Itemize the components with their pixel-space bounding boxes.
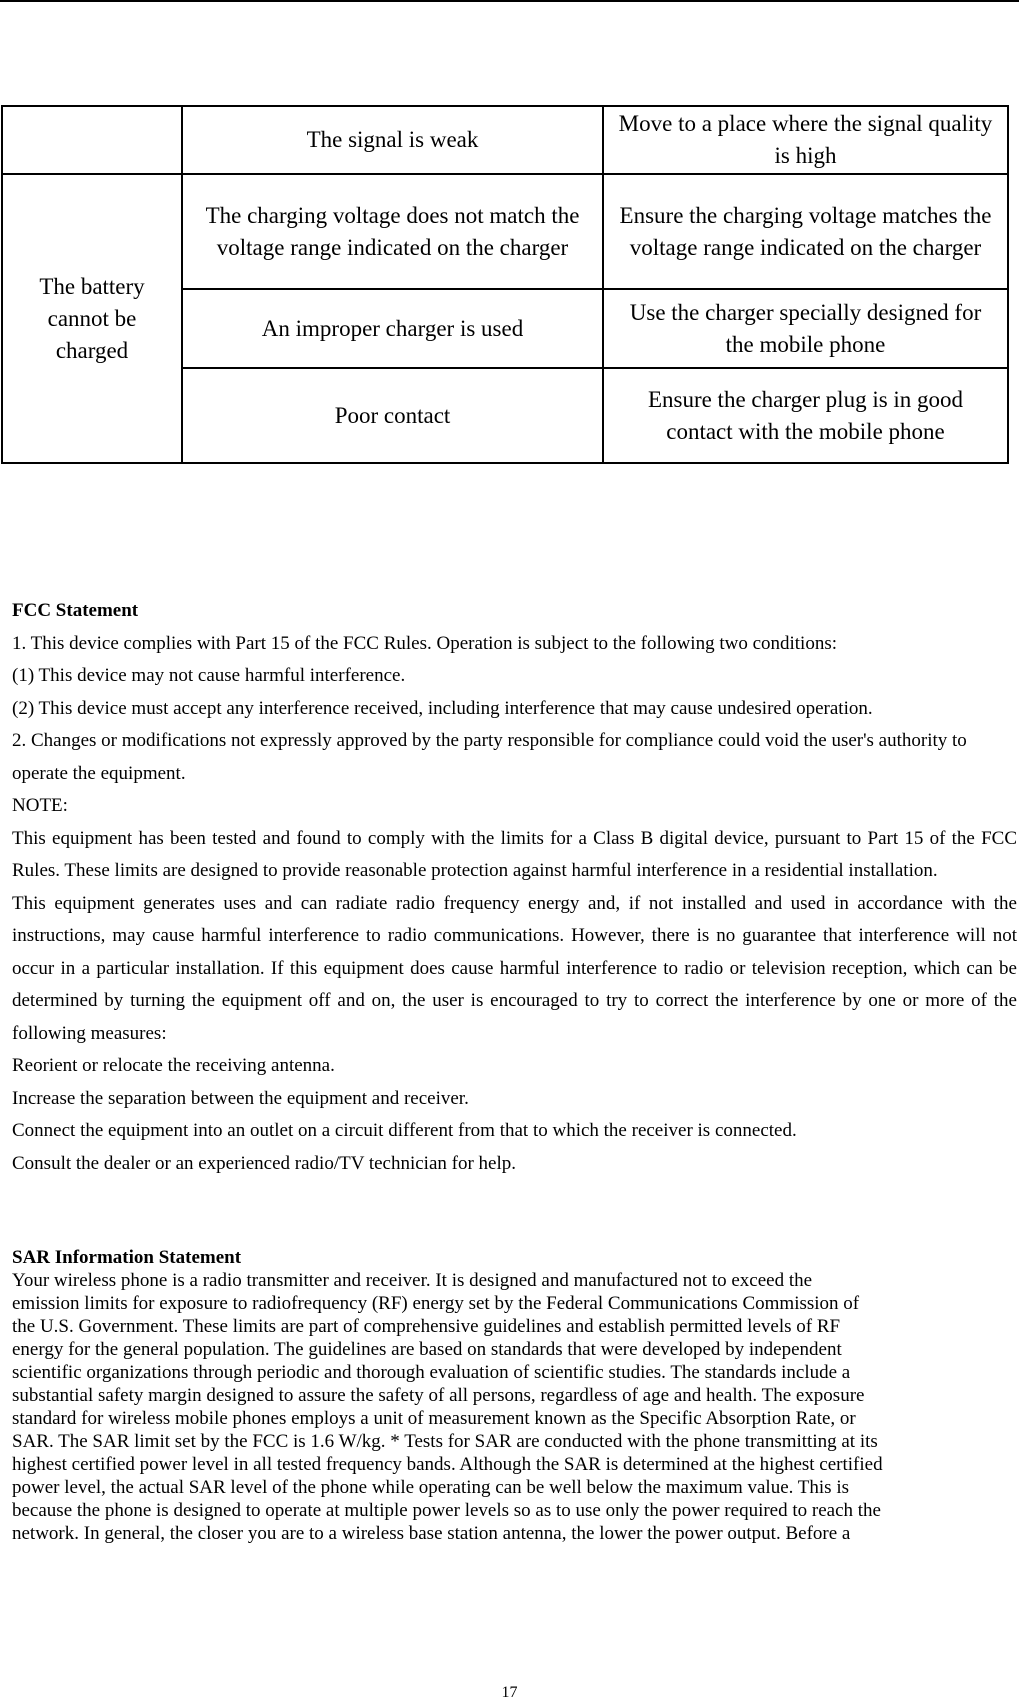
table-row: [2, 174, 1008, 289]
fcc-paragraph: This equipment generates uses and can radiate radio frequency energy and, if not installed and used in accordance with the instructions, may cause harmful interference to radio communications. However, there is no guarantee that interference will not occur in a particular installation. If this equipment does cause harmful interference to radio or television reception, which can be determined by turning the equipment off and on, the user is encouraged to try to correct the interference by one or more of the following measures:: [12, 892, 1017, 1044]
cause-cell: The signal is weak: [182, 106, 603, 174]
sar-line: highest certified power level in all tested frequency bands. Although the SAR is determined at the highest certified: [12, 1454, 883, 1475]
sar-statement: [12, 1246, 1017, 1545]
fcc-paragraph: (2) This device must accept any interference received, including interference that may cause undesired operation.: [12, 697, 873, 719]
fcc-measure: Increase the separation between the equipment and receiver.: [12, 1087, 469, 1109]
sar-line: network. In general, the closer you are to a wireless base station antenna, the lower the power output. Before a: [12, 1523, 851, 1544]
solution-cell: Ensure the charging voltage matches the voltage range indicated on the charger: [603, 174, 1008, 289]
problem-cell: The battery cannot be charged: [2, 174, 182, 463]
fcc-heading: FCC Statement: [12, 600, 139, 621]
page-number: 17: [501, 1684, 518, 1701]
fcc-paragraph: 1. This device complies with Part 15 of the FCC Rules. Operation is subject to the following two conditions:: [12, 632, 838, 654]
sar-line: energy for the general population. The guidelines are based on standards that were developed by independent: [12, 1339, 842, 1360]
sar-line: Your wireless phone is a radio transmitter and receiver. It is designed and manufactured not to exceed the: [12, 1270, 813, 1291]
sar-line: scientific organizations through periodic and thorough evaluation of scientific studies. The standards include a: [12, 1362, 851, 1383]
solution-cell: Use the charger specially designed for the mobile phone: [603, 289, 1008, 368]
sar-line: emission limits for exposure to radiofrequency (RF) energy set by the Federal Communications Commission of: [12, 1293, 860, 1314]
fcc-measure: Consult the dealer or an experienced radio/TV technician for help.: [12, 1152, 517, 1174]
top-rule: [0, 0, 1019, 2]
fcc-measure: Connect the equipment into an outlet on a circuit different from that to which the receiver is connected.: [12, 1120, 797, 1141]
fcc-paragraph: 2. Changes or modifications not expressly approved by the party responsible for compliance could void the user's authority to operate the equipment.: [12, 730, 967, 784]
problem-cell-empty: [2, 106, 182, 174]
sar-heading: SAR Information Statement: [12, 1247, 242, 1268]
cause-cell: An improper charger is used: [182, 289, 603, 368]
fcc-statement: [12, 595, 1017, 1180]
fcc-paragraph: (1) This device may not cause harmful interference.: [12, 665, 406, 686]
solution-cell: Ensure the charger plug is in good contact with the mobile phone: [603, 368, 1008, 463]
fcc-measure: Reorient or relocate the receiving antenna.: [12, 1055, 335, 1076]
fcc-note-label: NOTE:: [12, 795, 68, 816]
fcc-paragraph: This equipment has been tested and found to comply with the limits for a Class B digital device, pursuant to Part 15 of the FCC Rules. These limits are designed to provide reasonable protection against harmful interference in a residential installation.: [12, 827, 1017, 881]
cause-cell: The charging voltage does not match the voltage range indicated on the charger: [182, 174, 603, 289]
sar-line: substantial safety margin designed to assure the safety of all persons, regardless of age and health. The exposure: [12, 1385, 865, 1406]
sar-line: because the phone is designed to operate at multiple power levels so as to use only the power required to reach the: [12, 1500, 881, 1521]
sar-line: SAR. The SAR limit set by the FCC is 1.6 W/kg. * Tests for SAR are conducted with the phone transmitting at its: [12, 1431, 878, 1452]
troubleshooting-table: [1, 105, 1009, 464]
cause-cell: Poor contact: [182, 368, 603, 463]
solution-cell: Move to a place where the signal quality is high: [603, 106, 1008, 174]
table-row: [2, 106, 1008, 174]
sar-line: the U.S. Government. These limits are part of comprehensive guidelines and establish permitted levels of RF: [12, 1316, 841, 1337]
sar-line: standard for wireless mobile phones employs a unit of measurement known as the Specific Absorption Rate, or: [12, 1408, 856, 1429]
sar-line: power level, the actual SAR level of the phone while operating can be well below the maximum value. This is: [12, 1477, 850, 1498]
